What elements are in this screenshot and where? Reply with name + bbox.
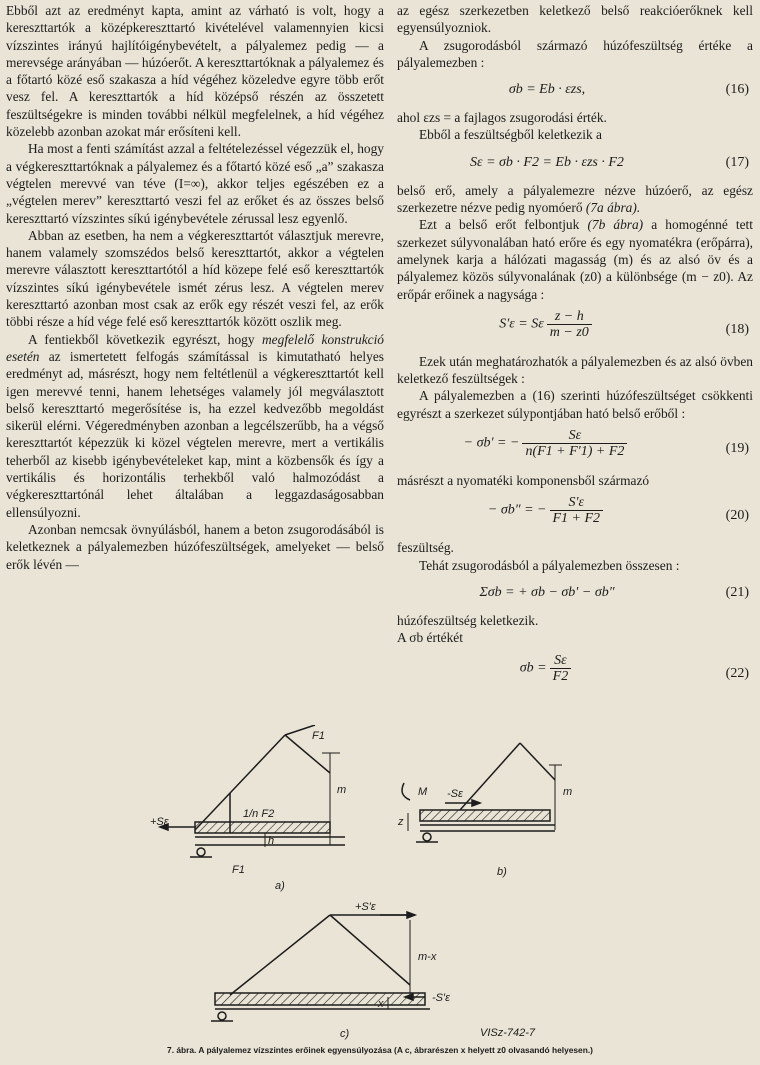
paragraph (397, 216, 753, 302)
numerator: Sε (550, 653, 572, 669)
numerator: Sε (522, 428, 627, 444)
text-run: Ezt a belső erőt felbontjuk (419, 217, 588, 233)
equation-lhs: − σb′ = − (463, 435, 520, 451)
equation-16 (397, 77, 753, 105)
paragraph: Ha most a fenti számítást azzal a feltételezéssel végezzük el, hogy a végkereszttartóknak a pályalemez és a főtartó közé eső „a” szakasza végtelen merevvé van téve (I=∞), akkor teljes egészében ez a „végtelen merev” kereszttartó veszi fel az erőket és az összes belső kereszttartó vízszintes síkú igénybevétele zérussal lesz egyenlő. (6, 141, 384, 226)
label-force: +Sε (150, 816, 169, 828)
label-dimension: m-x (418, 951, 437, 963)
denominator: n(F1 + F′1) + F2 (525, 444, 625, 460)
figure-7 (0, 725, 760, 1065)
equation-17 (397, 150, 753, 178)
equation-body (397, 653, 697, 684)
equation-body: Sε = σb · F2 = Eb · εzs · F2 (470, 154, 624, 170)
emphasis: (7a ábra). (585, 200, 641, 216)
paragraph: Ezek után meghatározhatók a pályalemezben és az alsó övben keletkező feszültségek : (397, 353, 753, 387)
truss-diagonal (330, 915, 410, 985)
arrow-head (407, 912, 415, 918)
text-run: a homogénné tett szerkezet súlyvonalában ható erőre és egy nyomatékra (erőpárra), amelynek karja a hálózati magasság (m) és az alsó öv és a pályalemez közös súlyvonalának (z0) a különbsége (m − z0). Az erőpár erőinek a nagysága : (397, 217, 753, 302)
denominator: F1 + F2 (552, 511, 601, 527)
figure-a (160, 725, 345, 857)
paragraph: Tehát zsugorodásból a pályalemezben összesen : (419, 557, 680, 573)
truss-diagonal (520, 743, 555, 780)
denominator: m − z0 (549, 324, 589, 340)
figure-c (211, 912, 430, 1021)
equation-body: σb = Eb · εzs, (508, 82, 586, 98)
paragraph: ahol εzs = a fajlagos zsugorodási érték. (397, 110, 607, 126)
equation-number: (17) (725, 154, 749, 170)
paragraph: az egész szerkezetben keletkező belső reakcióerőknek kell egyensúlyozniok. (397, 3, 753, 36)
right-column (397, 2, 753, 697)
deck-slab (215, 993, 425, 1005)
truss-diagonal (230, 915, 330, 995)
subfigure-label: b) (497, 866, 507, 878)
paragraph: Abban az esetben, ha nem a végkereszttartót választjuk merevre, hanem valamely szomszédos belső kereszttartót, akkor a végtelen merevre választott kereszttartótól a híd közepe felé eső kereszttartók vízszintes síkú igénybevétele ismét zérus lesz. A végtelen merev kereszttartó azonban most csak az erők egy részét veszi fel, az erők többi része a híd vége felé eső kereszttartók között oszlik meg. (6, 227, 384, 330)
paragraph: Ebből a feszültségből keletkezik a (419, 127, 602, 143)
equation-19 (397, 428, 753, 468)
figure-stamp: VISz-742-7 (480, 1027, 536, 1039)
equation-lhs: S′ε = Sε (499, 316, 544, 332)
equation-18 (397, 309, 753, 349)
equation-21 (397, 580, 753, 608)
support-roller (423, 833, 431, 841)
subfigure-label: c) (340, 1028, 350, 1040)
paragraph: másrészt a nyomatéki komponensből származó (397, 473, 650, 489)
label-area: 1/n F2 (243, 808, 275, 820)
label-dimension: h (268, 835, 275, 847)
figure-caption: 7. ábra. A pályalemez vízszintes erőinek egyensúlyozása (A c, ábrarészen x helyett z0 olvasandó helyesen.) (167, 1045, 593, 1055)
truss-diagonal (460, 743, 520, 810)
text-run: A fentiekből következik egyrészt, hogy (28, 331, 263, 347)
equation-number: (18) (725, 321, 749, 337)
equation-lhs: − σb″ = − (487, 503, 547, 519)
paragraph: A σb értékét (397, 630, 463, 646)
equation-number: (19) (725, 441, 749, 457)
paragraph: A zsugorodásból származó húzófeszültség értéke a pályalemezben : (397, 37, 753, 70)
deck-slab (195, 822, 330, 833)
equation-body (397, 495, 697, 526)
equation-body (397, 428, 697, 459)
label-force: +S′ε (355, 901, 376, 913)
paragraph (397, 182, 753, 217)
equation-number: (21) (725, 584, 749, 600)
text-run: belső erő, amely a pályalemezre nézve húzóerő, az egész szerkezetre nézve pedig nyomóerő (397, 182, 753, 216)
fraction (522, 428, 627, 459)
numerator: z − h (547, 309, 592, 325)
fraction (550, 653, 572, 684)
equation-lhs: σb = (519, 660, 547, 676)
label-dimension: m (337, 784, 347, 796)
left-column (6, 2, 384, 573)
moment-arrow (402, 783, 410, 800)
support-roller (218, 1012, 226, 1020)
equation-number: (22) (725, 665, 749, 681)
truss-top-chord (285, 725, 315, 735)
subfigure-label: a) (275, 880, 285, 892)
fraction (547, 309, 592, 340)
support-roller (197, 848, 205, 856)
label-force: -S′ε (432, 992, 450, 1004)
paragraph (6, 331, 384, 521)
equation-number: (16) (725, 82, 749, 98)
equation-22 (397, 653, 753, 693)
label-dimension: x (378, 998, 384, 1010)
label-dimension: m (563, 786, 573, 798)
equation-number: (20) (725, 508, 749, 524)
text-run: az ismertetett felfogás számítással is kimutatható helyes eredményt ad, másrészt, hogy nem feltétlenül a végkereszttartót kell igen merevvé tenni, hanem lehetséges valamely jól megválasztott belső kereszttartó megerősítése is, ha ezzel kedvezőbb megoldást sikerül elérni. Végeredményben azonban a legcélszerűbb, ha a végső kereszttartót képezzük ki közel végtelen merevre, mert a vertikális teherből az kisebb igénybevételeket kap, mint a közbensők és így a vertikális és horizontális terhekből való halmozódást a végkereszttartónál lehet általában a leggazdaságosabban ellensúlyozni. (6, 348, 384, 520)
numerator: S′ε (550, 495, 604, 511)
arrow-head (472, 800, 480, 806)
fraction (550, 495, 604, 526)
label-moment: M (418, 786, 428, 798)
equation-body: Σσb = + σb − σb′ − σb″ (479, 584, 615, 600)
paragraph: feszültség. (397, 540, 454, 556)
paragraph: Azonban nemcsak övnyúlásból, hanem a beton zsugorodásából is keletkeznek a pályalemezben húzófeszültségek, amelyeket — belső erők lévén — (6, 521, 384, 572)
label-area: F1 (312, 730, 325, 742)
denominator: F2 (552, 668, 569, 684)
emphasis: megfelelő konstrukció esetén (6, 331, 385, 364)
paragraph: A pályalemezben a (16) szerinti húzófeszültséget csökkenti egyrészt a szerkezet súlypontjában ható belső erőből : (397, 388, 753, 421)
equation-20 (397, 495, 753, 535)
paragraph: húzófeszültség keletkezik. (397, 612, 539, 628)
emphasis: (7b ábra) (587, 217, 644, 233)
equation-body (397, 309, 697, 340)
paragraph: Ebből azt az eredményt kapta, amint az várható is volt, hogy a kereszttartók a középkereszttartó kivételével valamennyien kicsi vízszintes irányú hajlítóigénybevételt, a pályalemez pedig — a merevsége arányában — húzóerőt. A kereszttartóknak a pályalemez és a főtartó közé eső szakasza a híd végéhez közeledve egyre több erőt vesz fel. A kereszttartók a híd középső részén az összetett feszültségekre is minden további nélkül megfelelnek, a híd végéhez közelebb azonban azokat már erősíteni kell. (6, 3, 384, 140)
deck-slab (420, 810, 550, 821)
label-dimension: z (398, 816, 404, 828)
label-force: -Sε (447, 788, 463, 800)
label-area: F1 (232, 864, 245, 876)
